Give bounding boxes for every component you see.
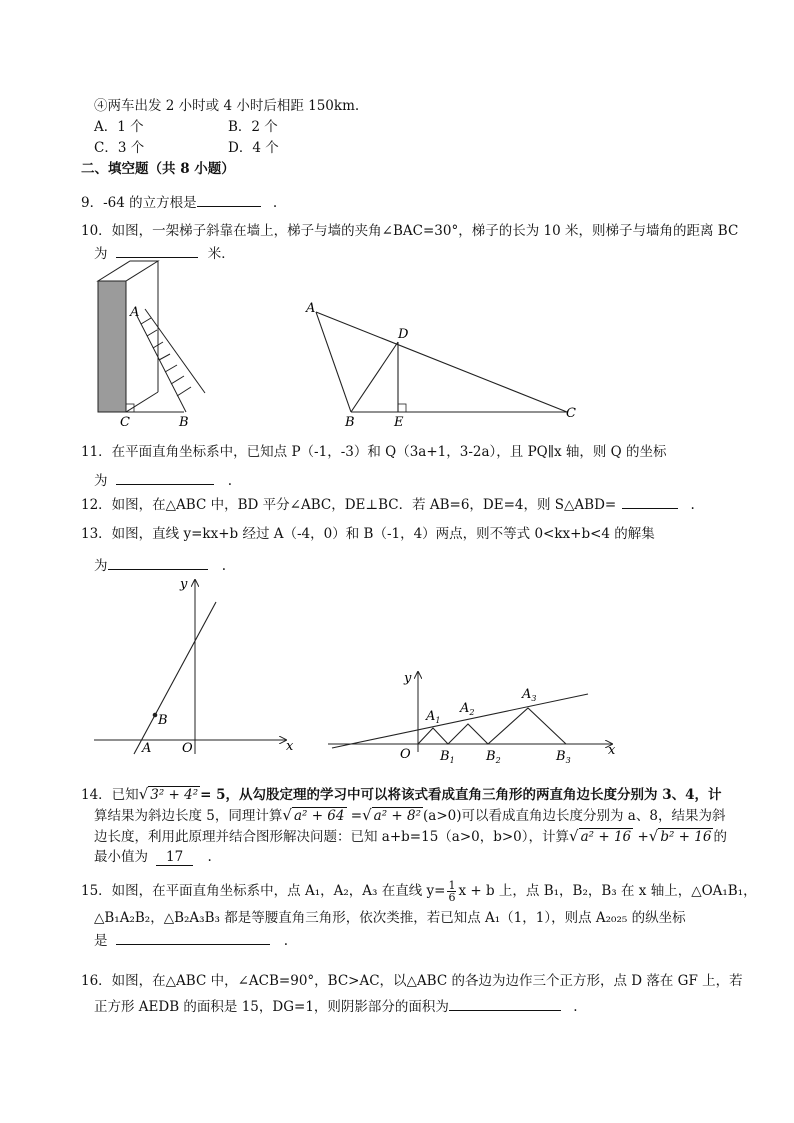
label-D: D (398, 327, 409, 342)
ladder-rail-right (145, 309, 205, 393)
label-B1: $B_1$ (440, 749, 455, 765)
label-y: y (404, 671, 412, 686)
q11-line2: 为 . (94, 470, 232, 490)
label-C: C (566, 406, 576, 421)
q12: 12．如图，在△ABC 中，BD 平分∠ABC，DE⊥BC．若 AB=6，DE=4，则 S△ABD= . (81, 494, 695, 514)
q8-option-a: A．1 个 (94, 119, 144, 135)
wall-top (98, 261, 158, 281)
q15-line3: 是 . (94, 930, 288, 950)
q8-option-d: D．4 个 (228, 140, 279, 156)
fraction-1-6: $\frac{1}{6}$ (448, 879, 456, 904)
label-O: O (400, 747, 411, 762)
answer-blank (108, 555, 208, 570)
label-A: A (142, 741, 152, 756)
q13-line2: 为 . (94, 555, 226, 575)
triangle-chain (418, 708, 566, 744)
q10-line1: 10．如图，一架梯子斜靠在墙上，梯子与墙的夹角∠BAC=30°，梯子的长为 10 米，则梯子与墙角的距离 BC (81, 223, 739, 239)
q14-line4: 最小值为 17 . (94, 849, 212, 865)
label-A: A (130, 305, 140, 320)
label-B: B (179, 415, 189, 430)
answer-filled: 17 (156, 849, 193, 866)
ladder-figure (90, 258, 220, 430)
q16-line1: 16．如图，在△ABC 中，∠ACB=90°，BC>AC，以△ABC 的各边为边作三个正方形，点 D 落在 GF 上，若 (81, 973, 743, 989)
label-O: O (182, 741, 193, 756)
q13-line1: 13．如图，直线 y=kx+b 经过 A（-4，0）和 B（-1，4）两点，则不等式 0<kx+b<4 的解集 (81, 526, 655, 542)
q15-line1: 15．如图，在平面直角坐标系中，点 A₁，A₂，A₃ 在直线 y= $\frac{1}{6}$ x + b 上，点 B₁，B₂，B₃ 在 x 轴上，△OA₁B₁， (81, 879, 757, 904)
label-B2: $B_2$ (486, 749, 501, 765)
q9: 9．-64 的立方根是 . (81, 192, 277, 212)
answer-blank (116, 470, 214, 485)
q14-line3: 边长度，利用此原理并结合图形解决问题：已知 a+b=15（a>0，b>0），计算√ a² + 16 +√ b² + 16 的 (94, 827, 727, 845)
label-x: x (286, 739, 294, 754)
ladder-rail-left (137, 316, 186, 412)
q8-item4: ④两车出发 2 小时或 4 小时后相距 150km. (94, 98, 360, 114)
label-B: B (345, 415, 355, 430)
label-A: A (306, 301, 316, 316)
line-kx-b (134, 602, 216, 754)
q14-line1: 14．已知√ 3² + 4² = 5，从勾股定理的学习中可以将该式看成直角三角形的两直角边长度分别为 3、4，计 (81, 785, 722, 803)
q16-line2: 正方形 AEDB 的面积是 15，DG=1，则阴影部分的面积为 . (94, 996, 578, 1016)
answer-blank (116, 930, 270, 945)
q10-line2: 为 米． (94, 243, 235, 263)
label-A3: $A_3$ (522, 687, 537, 703)
triangle-abc-figure (300, 296, 590, 430)
label-B3: $B_3$ (556, 749, 571, 765)
label-y: y (180, 577, 188, 592)
section-heading: 二、填空题（共 8 小题） (81, 161, 235, 177)
q15-line2: △B₁A₂B₂，△B₂A₃B₃ 都是等腰直角三角形，依次类推，若已知点 A₁（1，1），则点 A₂₀₂₅ 的纵坐标 (94, 910, 686, 926)
label-E: E (394, 415, 404, 430)
q15-graph (326, 668, 618, 772)
answer-blank (116, 243, 198, 258)
answer-blank (197, 192, 261, 207)
label-C: C (120, 415, 130, 430)
q13-graph (90, 574, 300, 759)
q14-line2: 算结果为斜边长度 5，同理计算√ a² + 64 =√ a² + 8² (a>0)可以看成直角边长度分别为 a、8，结果为斜 (94, 806, 726, 824)
label-x: x (608, 743, 616, 758)
answer-blank (622, 494, 678, 509)
label-B: B (158, 713, 168, 728)
q8-option-c: C．3 个 (94, 140, 145, 156)
q8-option-b: B．2 个 (228, 119, 278, 135)
wall-front (98, 281, 126, 412)
q11-line1: 11．在平面直角坐标系中，已知点 P（-1，-3）和 Q（3a+1，3-2a），且 PQ∥x 轴，则 Q 的坐标 (81, 444, 667, 460)
point-B (153, 713, 158, 718)
label-A2: $A_2$ (460, 701, 475, 717)
ladder-rungs (141, 318, 191, 396)
answer-blank (449, 996, 561, 1011)
label-A1: $A_1$ (426, 709, 441, 725)
